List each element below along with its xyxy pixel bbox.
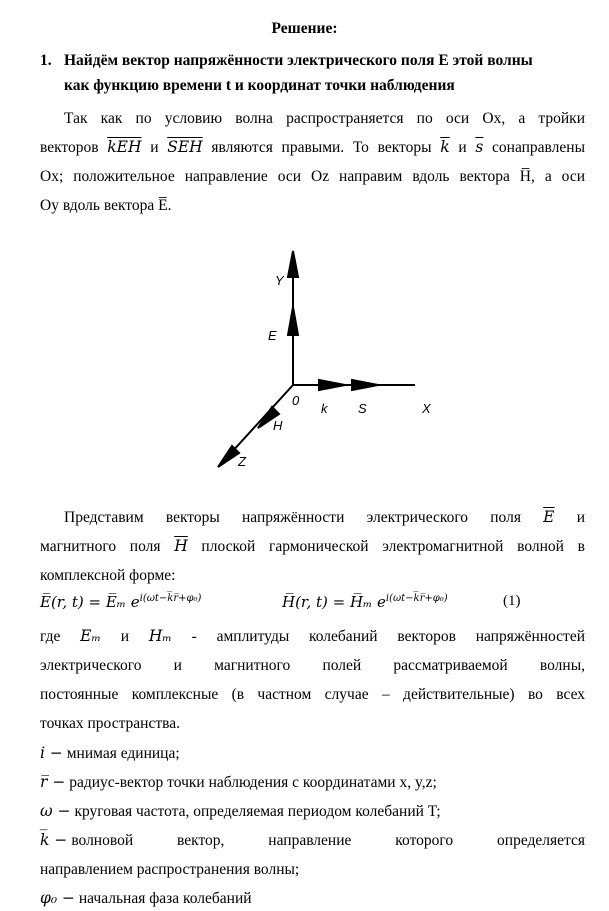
origin-label: 0 xyxy=(292,393,300,408)
z-axis-label: Z xyxy=(238,454,246,469)
definition-i xyxy=(40,741,585,766)
text-run: и xyxy=(141,139,168,156)
paragraph-line xyxy=(40,622,585,651)
s-vector-label: S xyxy=(358,401,367,416)
z-axis-arrow xyxy=(218,446,239,467)
text-run: и xyxy=(100,628,149,645)
formula-1 xyxy=(40,593,585,623)
definition-text: радиус-вектор точки наблюдения с координатами x, y,z; xyxy=(65,774,437,791)
paragraph-axes xyxy=(40,104,585,220)
symbol-phi0: φ₀ − xyxy=(40,889,75,907)
paragraph-line: Oy вдоль вектора E̅. xyxy=(40,197,172,214)
k-vector-arrow xyxy=(319,380,345,390)
solution-heading: Решение: xyxy=(271,20,338,37)
symbol-Em: Eₘ xyxy=(80,627,101,645)
vector-H: $\overline{H}$ xyxy=(174,537,188,555)
definition-phi xyxy=(40,886,585,911)
symbol-Hm: Hₘ xyxy=(148,627,172,645)
paragraph-line xyxy=(40,133,585,162)
definition-text: начальная фаза колебаний xyxy=(74,890,252,907)
paragraph-line: Так как по условию волна распространяется по оси Ox, а тройки xyxy=(64,110,585,127)
y-axis-arrow xyxy=(288,251,298,277)
vector-triple-SEH: $\overline{SEH}$ xyxy=(167,138,203,156)
section-number: 1. xyxy=(40,52,52,69)
paragraph-line: постоянные комплексные (в частном случае – действительные) во всех xyxy=(40,686,585,703)
definition-r xyxy=(40,770,585,795)
vector-k: $\overline{k}$ xyxy=(440,138,450,156)
x-axis-label: X xyxy=(422,401,431,416)
text-run: и xyxy=(449,139,476,156)
symbol-omega: ω − xyxy=(40,802,71,820)
paragraph-amplitudes xyxy=(40,622,585,738)
formula-exponent: i(ωt−k̅r̅+φ₀) xyxy=(139,593,202,604)
symbol-i: i − xyxy=(40,744,63,762)
vector-s: $\overline{s}$ xyxy=(475,138,484,156)
e-vector-arrow xyxy=(288,307,298,335)
text-run: плоской гармонической электромагнитной волной в xyxy=(187,538,585,555)
text-run: Представим векторы напряжённости электрического поля xyxy=(64,509,544,526)
h-vector-label: H xyxy=(273,418,283,433)
definition-text: мнимая единица; xyxy=(62,745,180,762)
definition-text: волновой вектор, направление которого определяется xyxy=(71,832,585,849)
paragraph-line xyxy=(40,503,585,532)
formula-number: (1) xyxy=(503,593,521,609)
paragraph-line: электрического и магнитного полей рассматриваемой волны, xyxy=(40,657,585,674)
formula-text: E̅(r, t) = E̅ₘ e xyxy=(40,593,140,611)
vector-triple-kEH: $\overline{kEH}$ xyxy=(107,138,142,156)
text-run: являются правыми. То векторы xyxy=(202,139,441,156)
definition-k-continued: направлением распространения волны; xyxy=(40,861,300,878)
text-run: и xyxy=(554,509,585,526)
y-axis-label: Y xyxy=(275,273,284,288)
paragraph-complex-form xyxy=(40,503,585,590)
axes-diagram xyxy=(200,245,450,475)
section-title-line-1: Найдём вектор напряжённости электрического поля E этой волны xyxy=(64,52,533,69)
s-vector-arrow xyxy=(352,380,378,390)
definition-text: круговая частота, определяемая периодом колебаний T; xyxy=(70,803,441,820)
section-title-line-2: как функцию времени t и координат точки наблюдения xyxy=(64,77,455,94)
formula-e-field xyxy=(40,593,201,611)
paragraph-line xyxy=(40,532,585,561)
formula-h-field xyxy=(282,593,448,611)
paragraph-line: точках пространства. xyxy=(40,715,180,732)
paragraph-line: Ox; положительное направление оси Oz направим вдоль вектора H̅, а оси xyxy=(40,168,585,185)
text-run: сонаправлены xyxy=(483,139,585,156)
e-vector-label: E xyxy=(268,328,277,343)
text-run: векторов xyxy=(40,139,108,156)
formula-exponent: i(ωt−k̅r̅+φ₀) xyxy=(385,593,448,604)
text-run: где xyxy=(40,628,81,645)
formula-text: H̅(r, t) = H̅ₘ e xyxy=(282,593,386,611)
text-run: магнитного поля xyxy=(40,538,175,555)
symbol-k: k̅ − xyxy=(40,831,68,849)
vector-E: $\overline{E}$ xyxy=(543,508,555,526)
paragraph-line: комплексной форме: xyxy=(40,567,176,584)
definition-k xyxy=(40,828,585,853)
symbol-r: r̅ − xyxy=(40,773,66,791)
k-vector-label: k xyxy=(321,401,328,416)
text-run: - амплитуды колебаний векторов напряжённостей xyxy=(171,628,585,645)
definition-omega xyxy=(40,799,585,824)
